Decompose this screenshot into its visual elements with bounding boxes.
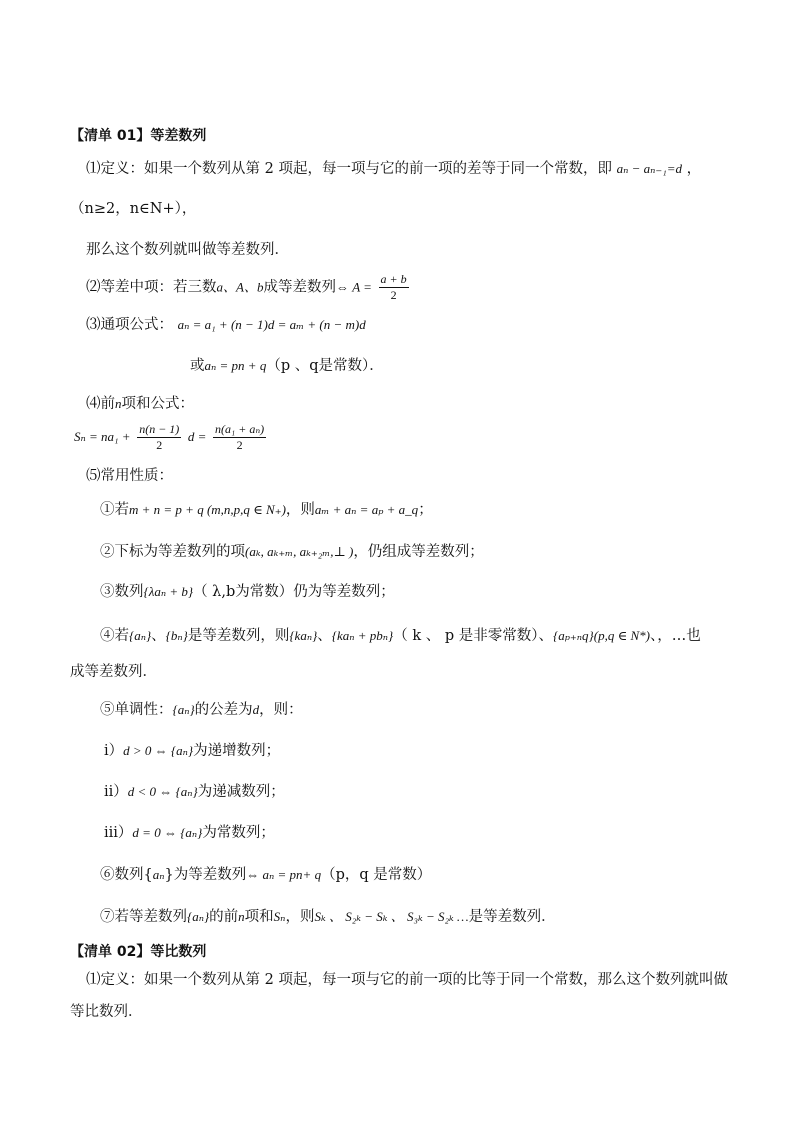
property-5-seq: {aₙ}: [172, 702, 195, 717]
property-4-sep-1: 、: [151, 628, 166, 644]
property-2-suffix: ，仍组成等差数列；: [353, 544, 484, 560]
property-6-formula: ⇔ aₙ = pn+ q: [246, 867, 322, 882]
case-ii-label: ⅱ）: [104, 784, 128, 800]
property-4-seq-b: {bₙ}: [165, 628, 188, 643]
property-3-suffix: （ λ,b为常数）仍为等差数列；: [193, 584, 395, 600]
property-1-then: ，则: [285, 502, 315, 518]
sum-fraction-2: [213, 422, 266, 453]
sum-denominator-2: 2: [236, 437, 243, 452]
property-7-sum-label: 项和: [244, 909, 274, 925]
arithmetic-mean-lhs: ⇔ A =: [335, 279, 372, 295]
property-4: [100, 626, 701, 646]
property-4-constants: （ k 、 p 是非零常数）、: [393, 628, 554, 644]
property-5-d: d: [252, 702, 260, 717]
property-4-sep-2: 、: [317, 628, 332, 644]
section-heading-geometric: 【清单 02】等比数列: [70, 944, 207, 960]
property-4-seq-combo: {kaₙ + pbₙ}: [331, 628, 394, 643]
sum-fraction-1: [137, 422, 181, 453]
sum-numerator-1: n(n − 1): [139, 421, 180, 436]
property-1: [100, 500, 433, 520]
property-7-segments: Sₖ 、 S₂ₖ − Sₖ 、 S₃ₖ − S₂ₖ …: [314, 909, 469, 924]
property-5-case-i: [104, 741, 280, 761]
property-1-prefix: ①若: [100, 502, 129, 518]
property-6-prefix: ⑥数列{: [100, 867, 153, 883]
property-7-prefix: ⑦若等差数列: [100, 909, 187, 925]
geometric-definition: ⑴定义：如果一个数列从第 2 项起，每一项与它的前一项的比等于同一个常数，那么这个数列就叫做: [86, 972, 728, 988]
definition-comma: ，: [686, 161, 702, 177]
case-ii-text: 为递减数列；: [197, 784, 285, 800]
sum-formula-label: [86, 394, 194, 414]
property-4-continuation: 成等差数列．: [70, 664, 157, 680]
definition-conclusion: 那么这个数列就叫做等差数列．: [86, 242, 289, 258]
sum-label-n: n: [115, 396, 122, 411]
property-7-then: ，则: [285, 909, 315, 925]
arithmetic-mean-fraction: [379, 272, 409, 303]
case-iii-formula: d = 0 ⇔ {aₙ}: [132, 825, 203, 840]
definition-text: ⑴定义：如果一个数列从第 2 项起，每一项与它的前一项的差等于同一个常数，即: [86, 161, 612, 177]
property-6: [100, 865, 431, 885]
property-6-seq: aₙ: [152, 867, 165, 882]
arithmetic-mean-vars: a、A、b: [216, 279, 264, 295]
definition-line: [86, 159, 701, 179]
arithmetic-mean-text: 成等差数列: [263, 279, 336, 296]
sum-label-prefix: ⑷前: [86, 396, 115, 412]
property-5-then: ，则：: [259, 702, 303, 718]
sum-formula-mid: d =: [187, 429, 207, 444]
property-2-prefix: ②下标为等差数列的项: [100, 544, 245, 560]
properties-heading: ⑸常用性质：: [86, 468, 173, 484]
property-3-formula: {λaₙ + b}: [143, 584, 194, 599]
general-term-constants: （p 、q是常数）．: [266, 358, 384, 374]
definition-condition: （n≥2，n∈N+），: [70, 201, 197, 217]
arithmetic-mean-line: [86, 272, 411, 303]
property-4-then: 是等差数列，则: [187, 628, 290, 644]
property-3: [100, 582, 395, 602]
property-5-diff: 的公差为: [194, 702, 253, 718]
case-ii-formula: d < 0 ⇔ {aₙ}: [127, 784, 198, 799]
sum-formula-line: [74, 420, 268, 454]
arithmetic-mean-numerator: a + b: [380, 272, 407, 286]
property-6-constants: （p，q 是常数）: [321, 867, 432, 883]
property-7: [100, 907, 556, 927]
general-term-alt-line: [190, 356, 384, 376]
property-4-prefix: ④若: [100, 628, 129, 644]
property-2-formula: (aₖ, aₖ₊ₘ, aₖ₊₂ₘ,⊥ ): [245, 544, 354, 559]
property-5-case-ii: [104, 782, 285, 802]
general-term-label: ⑶通项公式：: [86, 317, 173, 333]
property-6-text: }为等差数列: [164, 867, 247, 883]
property-7-sum: Sₙ: [273, 909, 286, 924]
property-7-n: n: [238, 909, 245, 924]
general-term-formula: aₙ = a₁ + (n − 1)d = aₘ + (n − m)d: [177, 317, 366, 332]
property-1-end: ；: [418, 502, 433, 518]
geometric-definition-continuation: 等比数列．: [70, 1004, 143, 1020]
property-3-prefix: ③数列: [100, 584, 144, 600]
property-4-also: 、，…也: [649, 628, 701, 644]
property-5-prefix: ⑤单调性：: [100, 702, 173, 718]
general-term-or: 或: [190, 358, 205, 374]
arithmetic-mean-label: ⑵等差中项：若三数: [86, 279, 217, 296]
property-5-case-iii: [104, 823, 275, 843]
sum-formula-lhs: Sₙ = na₁ +: [74, 429, 131, 444]
case-i-formula: d > 0 ⇔ {aₙ}: [123, 743, 194, 758]
property-7-suffix: 是等差数列．: [468, 909, 556, 925]
case-iii-label: ⅲ）: [104, 825, 133, 841]
sum-label-suffix: 项和公式：: [121, 396, 194, 412]
property-4-seq-ka: {kaₙ}: [289, 628, 318, 643]
case-i-text: 为递增数列；: [193, 743, 281, 759]
sum-denominator-1: 2: [156, 437, 163, 452]
property-1-condition: m + n = p + q (m,n,p,q ∈ N₊): [129, 502, 286, 517]
general-term-formula-alt: aₙ = pn + q: [204, 358, 267, 373]
sum-numerator-2: n(a₁ + aₙ): [215, 421, 265, 436]
general-term-line: [86, 315, 366, 335]
property-2: [100, 542, 484, 562]
case-i-label: ⅰ）: [104, 743, 124, 759]
arithmetic-mean-denominator: 2: [390, 288, 397, 302]
section-heading-arithmetic: 【清单 01】等差数列: [70, 128, 207, 144]
definition-formula: aₙ − aₙ₋₁=d: [616, 161, 683, 176]
case-iii-text: 为常数列；: [202, 825, 275, 841]
property-4-subseq: {aₚ₊ₙq}(p,q ∈ N*): [553, 628, 650, 643]
property-1-result: aₘ + aₙ = aₚ + a_q: [314, 502, 419, 517]
property-7-first: 的前: [209, 909, 239, 925]
property-5: [100, 700, 303, 720]
property-4-seq-a: {aₙ}: [129, 628, 152, 643]
property-7-seq: {aₙ}: [187, 909, 210, 924]
